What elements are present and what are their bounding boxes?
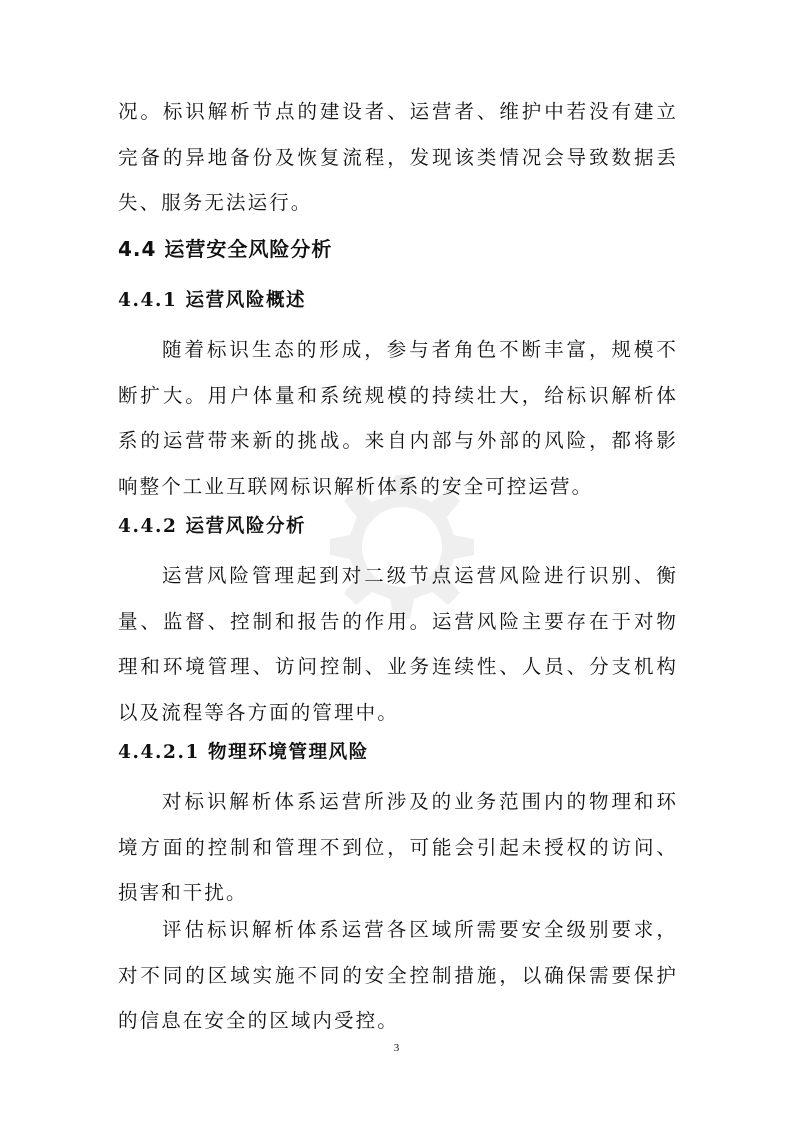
paragraph-physical-risk-1: 对标识解析体系运营所涉及的业务范围内的物理和环境方面的控制和管理不到位，可能会引起未授权的访问、损害和干扰。 <box>118 790 678 904</box>
subsection-heading-4-4-1: 4.4.1 运营风险概述 <box>118 290 307 311</box>
paragraph-risk-analysis: 运营风险管理起到对二级节点运营风险进行识别、衡量、监督、控制和报告的作用。运营风险主要存在于对物理和环境管理、访问控制、业务连续性、人员、分支机构以及流程等各方面的管理中。 <box>118 564 678 724</box>
paragraph-risk-overview: 随着标识生态的形成，参与者角色不断丰富，规模不断扩大。用户体量和系统规模的持续壮大，给标识解析体系的运营带来新的挑战。来自内部与外部的风险，都将影响整个工业互联网标识解析体系的安全可控运营。 <box>118 338 678 498</box>
page-number: 3 <box>393 1042 400 1054</box>
section-heading-4-4: 4.4 运营安全风险分析 <box>118 237 333 261</box>
paragraph-physical-risk-2: 评估标识解析体系运营各区域所需要安全级别要求，对不同的区域实施不同的安全控制措施，以确保需要保护的信息在安全的区域内受控。 <box>118 918 678 1032</box>
subsection-heading-4-4-2-1: 4.4.2.1 物理环境管理风险 <box>118 742 369 763</box>
subsection-heading-4-4-2: 4.4.2 运营风险分析 <box>118 516 307 537</box>
paragraph-continuation: 况。标识解析节点的建设者、运营者、维护中若没有建立完备的异地备份及恢复流程，发现该类情况会导致数据丢失、服务无法运行。 <box>118 100 678 214</box>
